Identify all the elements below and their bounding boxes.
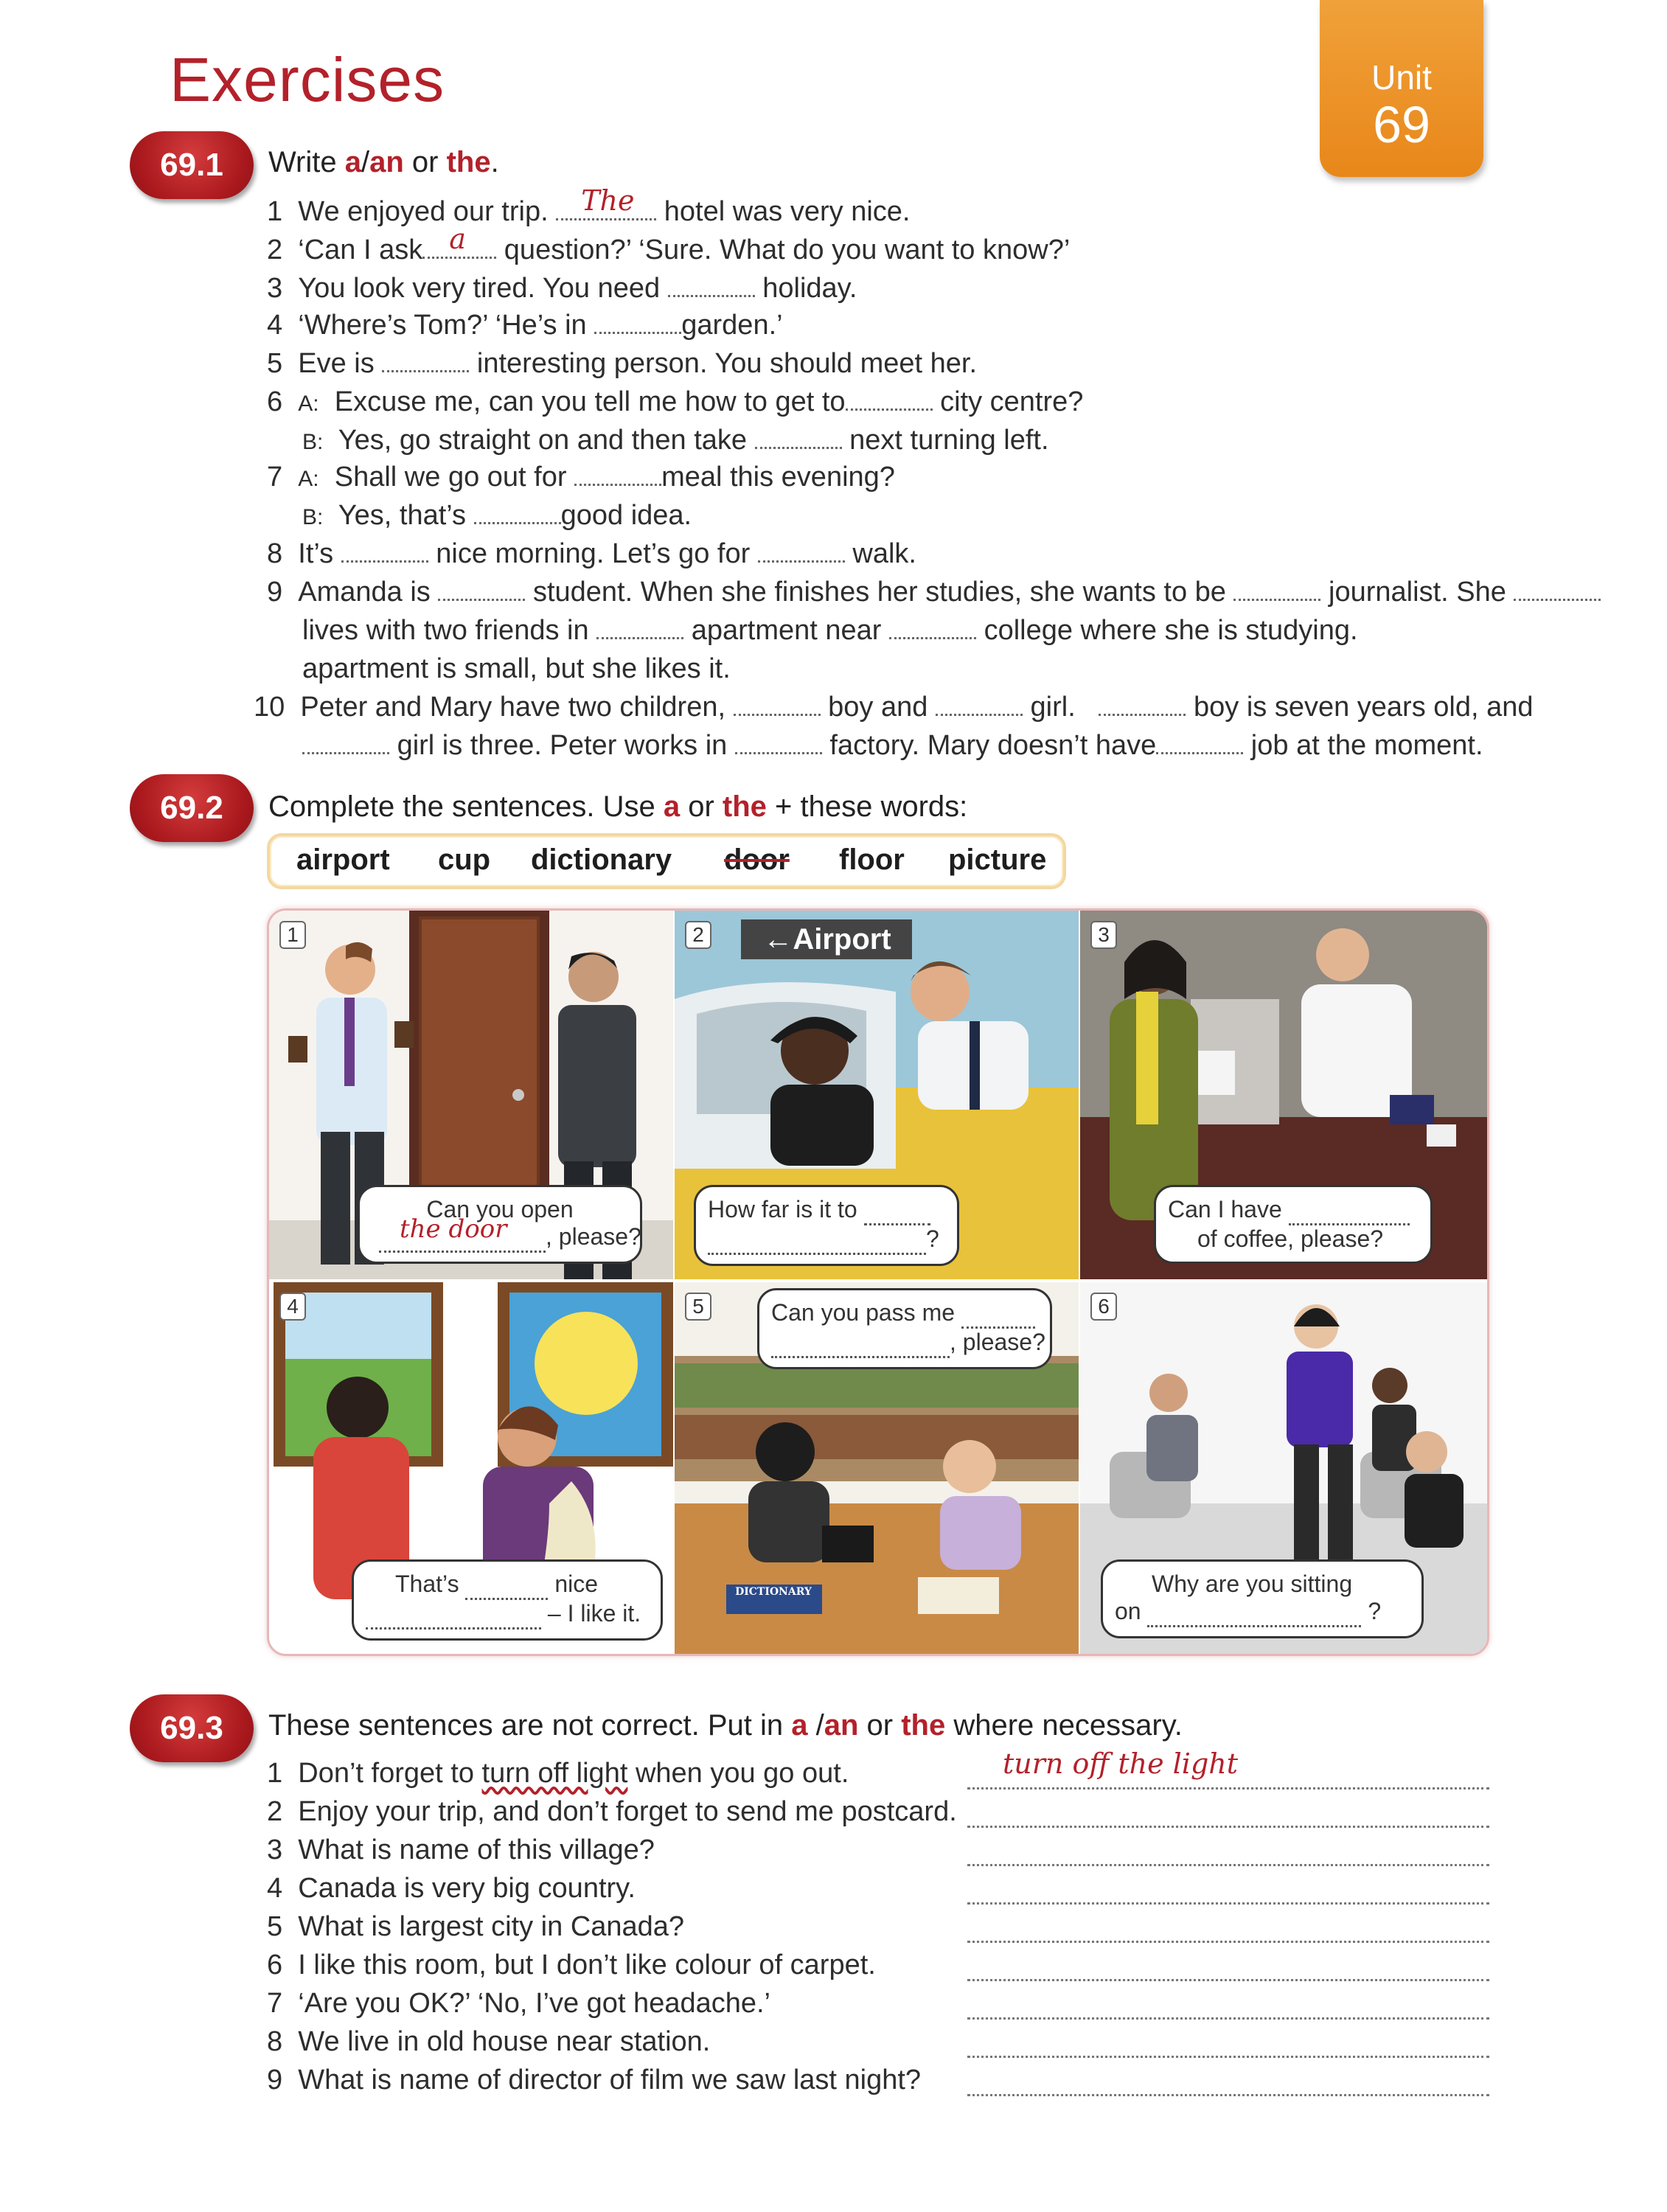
exercise-item: B: Yes, go straight on and then take next turning left.	[302, 425, 1049, 456]
answer-line[interactable]	[967, 2054, 1489, 2058]
picture-panels	[267, 908, 1489, 1656]
exercise-item: apartment is small, but she likes it.	[302, 653, 731, 684]
arrow-left-icon: ←	[763, 923, 793, 956]
unit-label: Unit	[1371, 58, 1432, 97]
answer-blank[interactable]	[302, 730, 389, 754]
panel-number: 4	[279, 1293, 306, 1321]
panel-5	[675, 1282, 1079, 1654]
word-item: floor	[839, 844, 905, 876]
answer-line[interactable]	[967, 1863, 1489, 1866]
answer-blank[interactable]	[1233, 577, 1320, 601]
exercise-item: 10 Peter and Mary have two children, boy and girl. boy is seven years old, and	[254, 692, 1534, 723]
speech-bubble: Can you open the door , please?	[358, 1185, 642, 1264]
answer-blank[interactable]	[961, 1299, 1035, 1329]
exercise-item: girl is three. Peter works in factory. Mary doesn’t have job at the moment.	[302, 730, 1483, 762]
word-item: picture	[948, 844, 1047, 876]
exercise-item: 8 We live in old house near station.	[267, 2026, 711, 2057]
answer-blank[interactable]	[758, 538, 845, 563]
answer-blank[interactable]	[864, 1196, 930, 1225]
answer-blank[interactable]	[1147, 1598, 1361, 1627]
exercise-number-badge: 69.1	[130, 131, 254, 199]
exercise-item: 4 ‘Where’s Tom?’ ‘He’s in garden.’	[267, 310, 783, 341]
word-item: airport	[296, 844, 390, 876]
exercise-item: 2 ‘Can I ask a question?’ ‘Sure. What do you want to know?’	[267, 223, 1071, 265]
word-box	[267, 833, 1066, 889]
panel-4	[269, 1282, 673, 1654]
answer-blank[interactable]: the door	[379, 1223, 546, 1253]
dictionary-label: DICTIONARY	[735, 1586, 812, 1598]
panel-number: 3	[1090, 921, 1117, 949]
exercise-item: 6 A: Excuse me, can you tell me how to get to city centre?	[267, 386, 1084, 417]
airport-sign: ←Airport	[763, 923, 891, 956]
exercise-item: 9 What is name of director of film we saw last night?	[267, 2065, 922, 2096]
answer-blank[interactable]	[594, 310, 681, 334]
answer-blank[interactable]	[574, 462, 661, 486]
answer-blank[interactable]	[1514, 577, 1601, 601]
answer-blank[interactable]: a	[422, 234, 496, 259]
exercise-item: 3 You look very tired. You need holiday.	[267, 273, 857, 304]
exercise-number-badge: 69.3	[130, 1694, 254, 1762]
exercise-item: 6 I like this room, but I don’t like colour of carpet.	[267, 1950, 876, 1980]
word-item: dictionary	[531, 844, 672, 876]
answer-blank[interactable]	[755, 425, 842, 449]
answer-blank[interactable]	[936, 692, 1023, 716]
exercise-instruction: Write a/an or the.	[268, 146, 499, 178]
answer-blank[interactable]	[708, 1225, 926, 1255]
speech-bubble: That’s nice – I like it.	[352, 1559, 663, 1641]
exercise-item: 3 What is name of this village?	[267, 1834, 655, 1865]
unit-tab	[1320, 0, 1483, 177]
answer-blank[interactable]	[474, 500, 561, 524]
speech-bubble: Why are you sitting on ?	[1101, 1559, 1424, 1638]
answer-line[interactable]	[967, 2016, 1489, 2020]
answer-blank[interactable]: The	[556, 196, 656, 220]
exercise-item: 1 Don’t forget to turn off light when you go out.	[267, 1758, 849, 1789]
speech-bubble: How far is it to ?	[694, 1185, 959, 1266]
panel-number: 2	[685, 921, 711, 949]
answer-blank[interactable]	[668, 273, 755, 297]
exercise-item: 8 It’s nice morning. Let’s go for walk.	[267, 538, 916, 569]
answer-blank[interactable]	[735, 730, 822, 754]
exercise-item: 9 Amanda is student. When she finishes her studies, she wants to be journalist. She	[267, 577, 1601, 608]
exercise-item: 5 What is largest city in Canada?	[267, 1911, 685, 1942]
answer-blank[interactable]	[1289, 1196, 1410, 1225]
word-item-struck: door	[724, 844, 790, 876]
exercise-item: 2 Enjoy your trip, and don’t forget to send me postcard.	[267, 1796, 957, 1827]
exercise-item: lives with two friends in apartment near college where she is studying.	[302, 615, 1358, 646]
panel-2	[675, 911, 1079, 1279]
answer-line[interactable]	[967, 1901, 1489, 1905]
word-item: cup	[438, 844, 491, 876]
answer-blank[interactable]	[465, 1571, 548, 1600]
answer-blank[interactable]	[382, 348, 469, 372]
answer-blank[interactable]	[1099, 692, 1186, 716]
panel-6	[1080, 1282, 1487, 1654]
answer-blank[interactable]	[734, 692, 821, 716]
answer-blank[interactable]	[846, 386, 933, 411]
answer-blank[interactable]	[771, 1329, 950, 1358]
exercise-item: B: Yes, that’s good idea.	[302, 500, 692, 531]
exercise-item: 1 We enjoyed our trip. The hotel was very nice.	[267, 184, 911, 227]
answer-blank[interactable]	[1156, 730, 1243, 754]
answer-line[interactable]	[967, 1978, 1489, 1981]
unit-number: 69	[1373, 96, 1430, 153]
exercise-number-badge: 69.2	[130, 774, 254, 842]
exercise-instruction: Complete the sentences. Use a or the + these words:	[268, 790, 968, 823]
answer-line[interactable]	[967, 1939, 1489, 1943]
panel-number: 6	[1090, 1293, 1117, 1321]
answer-blank[interactable]	[366, 1600, 541, 1630]
panel-3	[1080, 911, 1487, 1279]
exercise-item: 7 ‘Are you OK?’ ‘No, I’ve got headache.’	[267, 1988, 770, 2019]
exercise-item: 5 Eve is interesting person. You should meet her.	[267, 348, 978, 379]
handwritten-answer: turn off the light	[1003, 1747, 1239, 1780]
speech-bubble: Can you pass me , please?	[757, 1288, 1052, 1369]
answer-blank[interactable]	[889, 615, 976, 639]
exercise-instruction: These sentences are not correct. Put in a /an or the where necessary.	[268, 1709, 1183, 1742]
panel-number: 1	[279, 921, 306, 949]
answer-line[interactable]	[967, 2093, 1489, 2096]
exercise-item: 7 A: Shall we go out for meal this evening?	[267, 462, 895, 493]
answer-blank[interactable]	[438, 577, 525, 601]
answer-line[interactable]	[967, 1786, 1489, 1790]
answer-blank[interactable]	[341, 538, 428, 563]
panel-1	[269, 911, 673, 1279]
speech-bubble: Can I have of coffee, please?	[1154, 1185, 1433, 1264]
panel-number: 5	[685, 1293, 711, 1321]
page-title: Exercises	[170, 45, 445, 114]
answer-line[interactable]	[967, 1824, 1489, 1828]
exercise-item: 4 Canada is very big country.	[267, 1873, 636, 1904]
answer-blank[interactable]	[596, 615, 683, 639]
